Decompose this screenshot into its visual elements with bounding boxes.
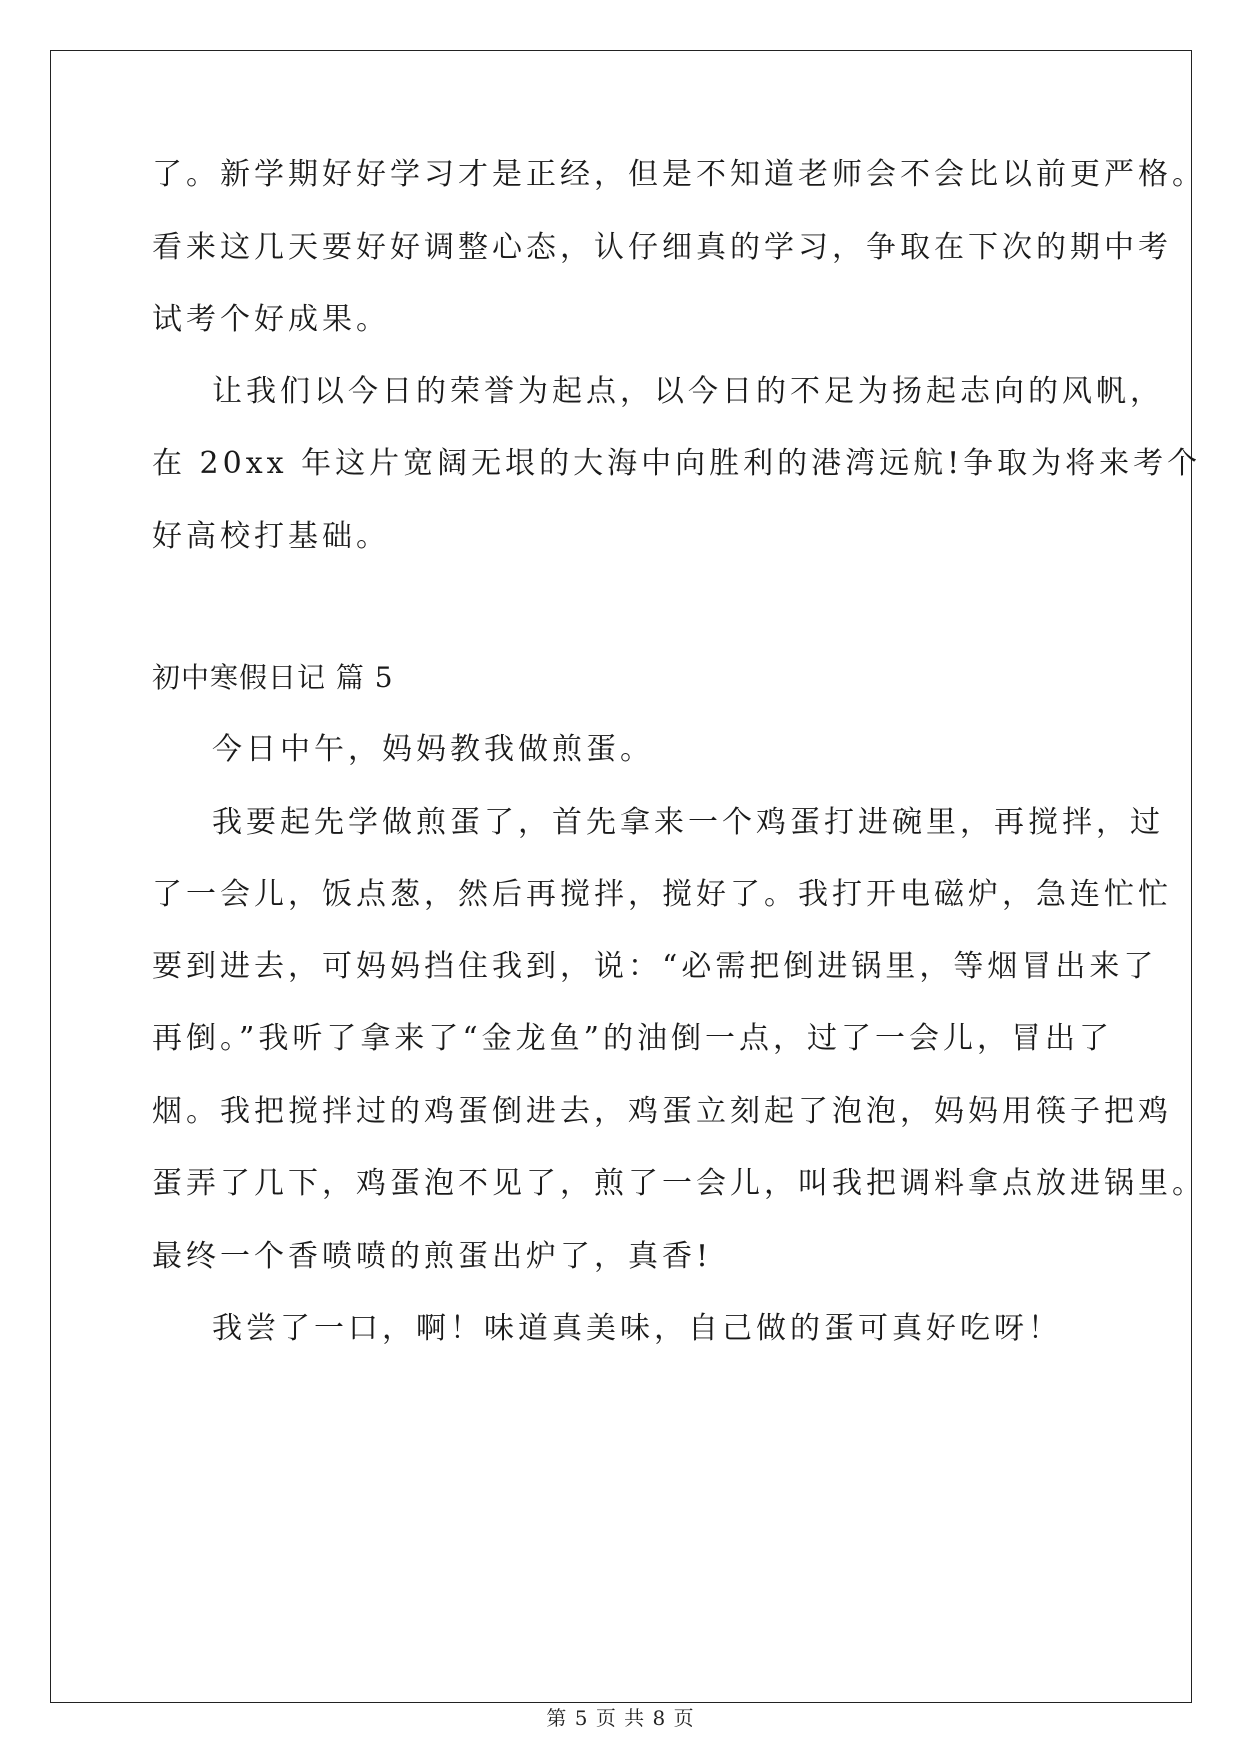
- paragraph-line: 看来这几天要好好调整心态，认仔细真的学习，争取在下次的期中考: [152, 230, 1172, 265]
- paragraph-line: 了一会儿，饭点葱，然后再搅拌，搅好了。我打开电磁炉，急连忙忙: [152, 877, 1172, 912]
- paragraph-line: 再倒。”我听了拿来了“金龙鱼”的油倒一点，过了一会儿，冒出了: [152, 1021, 1114, 1056]
- paragraph-line: 试考个好成果。: [152, 302, 390, 337]
- paragraph-line: 好高校打基础。: [152, 519, 390, 554]
- paragraph-line: 蛋弄了几下，鸡蛋泡不见了，煎了一会儿，叫我把调料拿点放进锅里。: [152, 1166, 1206, 1201]
- paragraph-line: 最终一个香喷喷的煎蛋出炉了，真香!: [152, 1239, 713, 1274]
- paragraph-line: 让我们以今日的荣誉为起点，以今日的不足为扬起志向的风帆，: [212, 374, 1164, 409]
- paragraph-line: 我尝了一口，啊！味道真美味，自己做的蛋可真好吃呀！: [212, 1311, 1062, 1346]
- section-heading: 初中寒假日记 篇 5: [152, 661, 394, 694]
- paragraph-line: 烟。我把搅拌过的鸡蛋倒进去，鸡蛋立刻起了泡泡，妈妈用筷子把鸡: [152, 1094, 1172, 1129]
- paragraph-line: 了。新学期好好学习才是正经，但是不知道老师会不会比以前更严格。: [152, 157, 1206, 192]
- page-number-footer: 第 5 页 共 8 页: [546, 1706, 695, 1730]
- paragraph-line: 在 20xx 年这片宽阔无垠的大海中向胜利的港湾远航!争取为将来考个: [152, 446, 1202, 481]
- paragraph-line: 我要起先学做煎蛋了，首先拿来一个鸡蛋打进碗里，再搅拌，过: [212, 805, 1164, 840]
- paragraph-line: 要到进去，可妈妈挡住我到，说：“必需把倒进锅里，等烟冒出来了: [152, 949, 1158, 984]
- paragraph-line: 今日中午，妈妈教我做煎蛋。: [212, 732, 654, 767]
